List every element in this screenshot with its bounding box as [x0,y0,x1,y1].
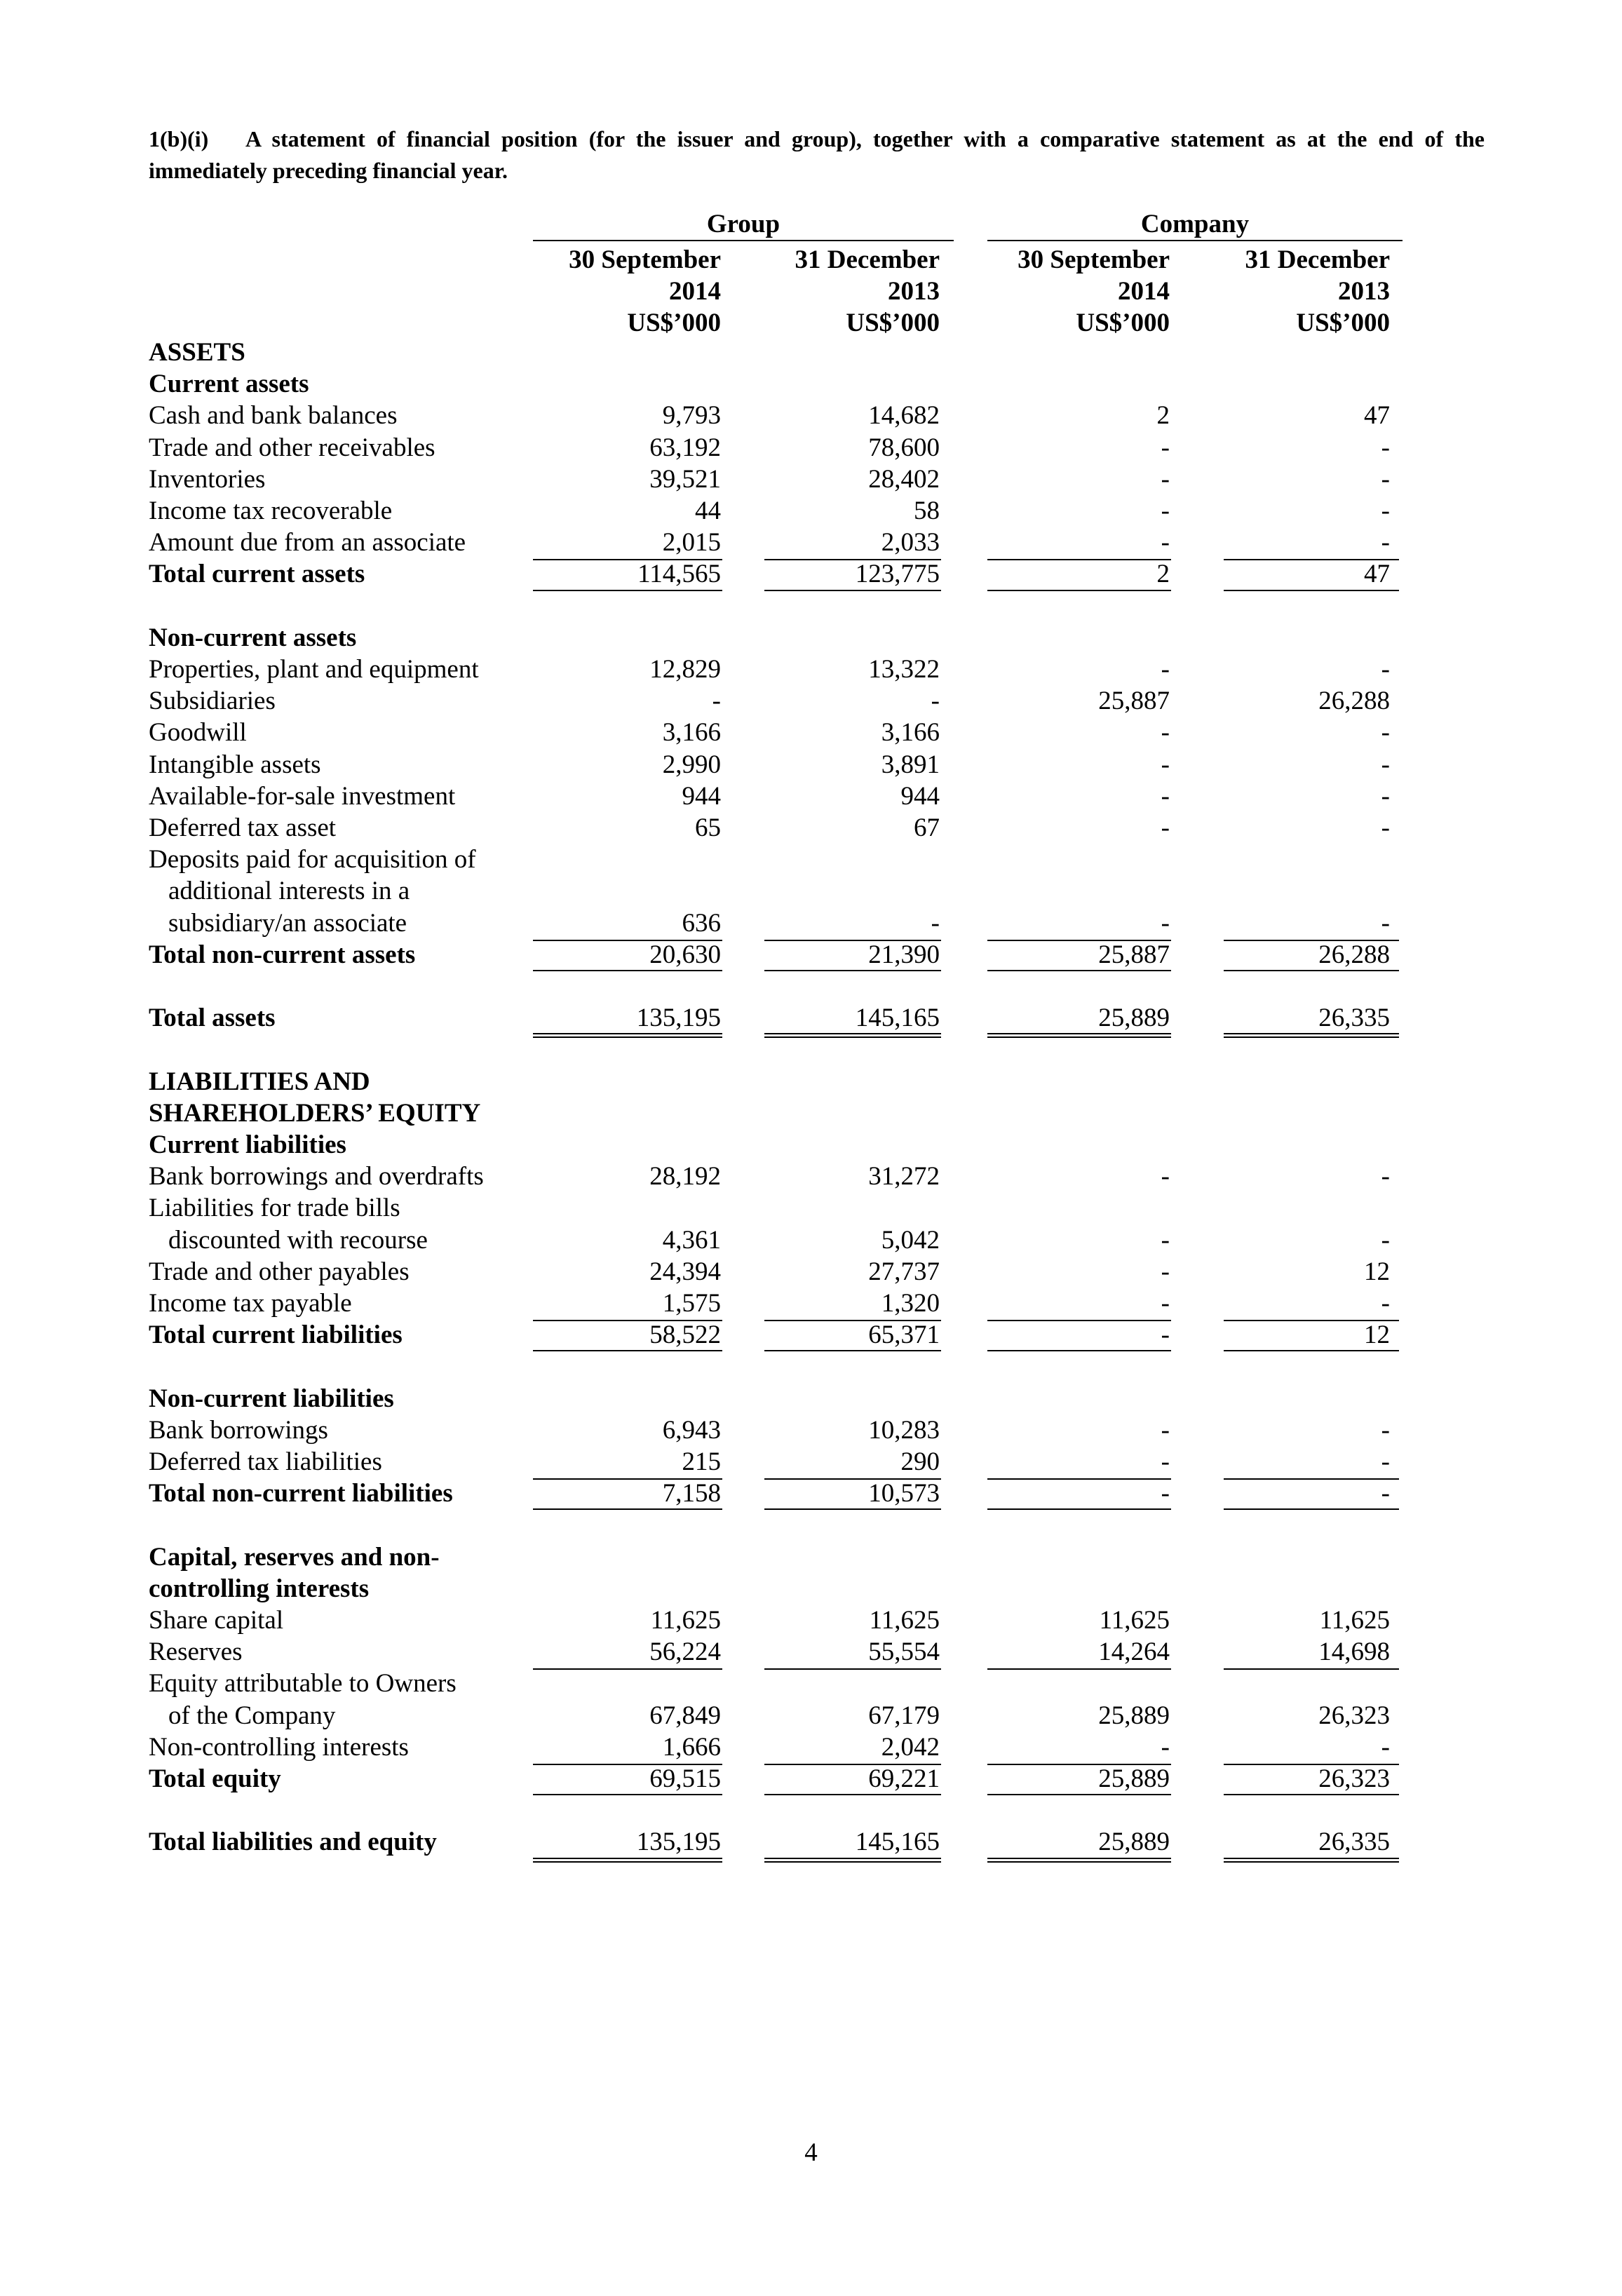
subtotal-rule-above [987,940,1171,941]
total-double-rule [1224,1858,1399,1863]
cell-company-dec2013: 26,335 [1318,1004,1390,1033]
cell-group-sep2014: 135,195 [636,1828,721,1857]
row-label: Trade and other receivables [149,433,435,462]
column-header-group-sep2014: 30 September 2014 US$’000 [569,245,721,337]
row-label: Non-controlling interests [149,1732,409,1762]
section-heading [149,123,1485,187]
cell-group-dec2013: 123,775 [855,560,940,589]
cell-company-sep2014: - [1161,433,1170,462]
subtotal-rule-above [764,1764,941,1765]
row-label: Inventories [149,464,266,494]
cell-group-dec2013: 1,320 [881,1289,940,1318]
subtotal-rule-above [1224,1764,1399,1765]
table-row [0,685,1622,717]
table-row [0,907,1622,939]
row-label: controlling interests [149,1574,370,1603]
cell-company-sep2014: 14,264 [1098,1637,1170,1667]
row-label: Total assets [149,1004,276,1033]
cell-group-dec2013: 67 [914,813,940,842]
subtotal-rule-above [987,559,1171,560]
cell-company-sep2014: 25,889 [1098,1828,1170,1857]
table-row [0,1034,1622,1065]
cell-group-sep2014: 6,943 [662,1415,721,1445]
cell-company-dec2013: - [1381,1732,1390,1762]
cell-company-dec2013: - [1381,1225,1390,1255]
cell-company-dec2013: 47 [1364,401,1390,431]
cell-group-sep2014: 12,829 [649,655,721,684]
table-row [0,1826,1622,1858]
cell-group-dec2013: 14,682 [868,401,940,431]
cell-company-sep2014: 25,889 [1098,1764,1170,1793]
cell-group-dec2013: 3,166 [881,718,940,748]
cell-group-sep2014: 1,666 [662,1732,721,1762]
row-label: Amount due from an associate [149,528,466,558]
cell-group-dec2013: 10,573 [868,1479,940,1508]
cell-company-sep2014: - [1161,718,1170,748]
subtotal-rule-above [987,1320,1171,1321]
row-label: SHAREHOLDERS’ EQUITY [149,1098,481,1128]
cell-company-dec2013: - [1381,718,1390,748]
column-header-company-dec2013: 31 December 2013 US$’000 [1245,245,1390,337]
cell-group-dec2013: 290 [900,1447,940,1476]
cell-group-sep2014: 9,793 [662,401,721,431]
table-row [0,1636,1622,1668]
cell-group-sep2014: 2,015 [662,528,721,558]
row-label: Intangible assets [149,750,321,779]
total-double-rule [764,1858,941,1863]
cell-group-dec2013: 58 [914,497,940,525]
cell-group-dec2013: 11,625 [869,1606,940,1635]
total-double-rule [987,1858,1171,1863]
cell-group-dec2013: 944 [900,781,940,811]
row-label: Subsidiaries [149,687,276,716]
subtotal-rule-above [1224,940,1399,941]
row-label: Total equity [149,1764,281,1793]
subtotal-rule-above [764,1320,941,1321]
cell-company-dec2013: - [1381,813,1390,842]
table-row [0,1351,1622,1382]
subtotal-rule-above [1224,1668,1399,1670]
cell-company-dec2013: - [1381,497,1390,525]
table-row [0,1573,1622,1605]
row-label: Current assets [149,370,309,399]
cell-company-sep2014: - [1161,1162,1170,1191]
row-label: subsidiary/an associate [168,908,407,938]
cell-company-sep2014: - [1161,1479,1170,1508]
row-label: Share capital [149,1606,284,1635]
cell-group-sep2014: 39,521 [649,464,721,494]
cell-group-sep2014: 20,630 [649,940,721,969]
table-row [0,1319,1622,1351]
cell-company-sep2014: 25,887 [1098,940,1170,969]
cell-group-sep2014: - [712,687,721,716]
row-label: Deferred tax liabilities [149,1447,382,1476]
cell-company-dec2013: - [1381,781,1390,811]
cell-company-sep2014: - [1161,1225,1170,1255]
subtotal-rule-above [764,559,941,560]
page-number: 4 [804,2138,818,2167]
column-header-group-dec2013: 31 December 2013 US$’000 [795,245,940,337]
cell-group-dec2013: 5,042 [881,1225,940,1255]
subtotal-rule-above [764,1478,941,1480]
section-number: 1(b)(i) [149,126,209,151]
cell-company-sep2014: 25,889 [1098,1004,1170,1033]
row-label: ASSETS [149,338,245,367]
cell-company-sep2014: 25,887 [1098,687,1170,716]
table-row [0,875,1622,907]
cell-company-dec2013: 26,323 [1318,1701,1390,1730]
row-label: Non-current assets [149,623,357,652]
row-label: Bank borrowings and overdrafts [149,1162,484,1191]
cell-company-sep2014: - [1161,528,1170,558]
cell-group-dec2013: - [931,908,940,938]
table-row [0,654,1622,685]
table-row [0,527,1622,558]
cell-group-sep2014: 215 [682,1447,721,1476]
cell-company-dec2013: 26,288 [1318,687,1390,716]
cell-group-sep2014: 44 [695,497,721,525]
cell-company-sep2014: 25,889 [1098,1701,1170,1730]
table-row [0,1383,1622,1414]
cell-group-dec2013: 145,165 [855,1828,940,1857]
cell-group-dec2013: 27,737 [868,1257,940,1286]
table-row [0,1002,1622,1034]
cell-group-sep2014: 63,192 [649,433,721,462]
column-header-company-sep2014: 30 September 2014 US$’000 [1018,245,1170,337]
table-row [0,1509,1622,1541]
cell-group-dec2013: 65,371 [868,1321,940,1350]
section-title: A statement of financial position (for the issuer and group), together with a comparative statement as at the end of the immediately preceding financial year. [149,126,1485,183]
row-label: Trade and other payables [149,1257,410,1286]
cell-group-dec2013: 28,402 [868,464,940,494]
cell-company-dec2013: 26,335 [1318,1828,1390,1857]
table-row [0,495,1622,527]
subtotal-rule-above [533,1478,722,1480]
table-row [0,1605,1622,1636]
cell-group-sep2014: 67,849 [649,1701,721,1730]
row-label: Non-current liabilities [149,1384,394,1413]
subtotal-rule-above [1224,1478,1399,1480]
cell-company-dec2013: 12 [1364,1321,1390,1350]
table-row [0,337,1622,368]
cell-company-sep2014: - [1161,781,1170,811]
table-row [0,1192,1622,1224]
table-row [0,1478,1622,1509]
table-row [0,1446,1622,1478]
cell-company-dec2013: - [1381,908,1390,938]
cell-group-dec2013: - [931,687,940,716]
table-row [0,844,1622,875]
cell-group-sep2014: 56,224 [649,1637,721,1667]
row-label: Available-for-sale investment [149,781,456,811]
subtotal-rule-above [764,1668,941,1670]
table-row [0,717,1622,748]
row-label: Income tax recoverable [149,497,393,525]
row-label: Deposits paid for acquisition of [149,845,476,874]
cell-group-sep2014: 636 [682,908,721,938]
cell-company-sep2014: - [1161,1447,1170,1476]
table-row [0,1161,1622,1192]
cell-group-dec2013: 2,042 [881,1732,940,1762]
cell-group-dec2013: 2,033 [881,528,940,558]
subtotal-rule-above [1224,1320,1399,1321]
row-label: Cash and bank balances [149,401,398,431]
subtotal-rule-above [987,1668,1171,1670]
cell-company-dec2013: - [1381,464,1390,494]
cell-group-sep2014: 69,515 [649,1764,721,1793]
table-row [0,558,1622,590]
table-row [0,749,1622,781]
cell-company-sep2014: - [1161,1257,1170,1286]
cell-company-dec2013: 14,698 [1318,1637,1390,1667]
cell-group-dec2013: 13,322 [868,655,940,684]
cell-company-dec2013: 11,625 [1319,1606,1390,1635]
cell-group-dec2013: 31,272 [868,1162,940,1191]
row-label: Liabilities for trade bills [149,1194,400,1223]
table-row [0,1795,1622,1826]
subtotal-rule-above [764,940,941,941]
subtotal-rule-above [987,1764,1171,1765]
cell-group-sep2014: 3,166 [662,718,721,748]
cell-group-dec2013: 55,554 [868,1637,940,1667]
cell-group-sep2014: 4,361 [662,1225,721,1255]
row-label: Total non-current assets [149,940,416,969]
cell-group-dec2013: 67,179 [868,1701,940,1730]
cell-company-dec2013: 26,323 [1318,1764,1390,1793]
table-row [0,1224,1622,1256]
cell-company-sep2014: - [1161,1732,1170,1762]
company-header: Company [987,210,1403,241]
cell-group-sep2014: 28,192 [649,1162,721,1191]
subtotal-rule-above [533,940,722,941]
row-label: Total liabilities and equity [149,1828,437,1857]
cell-company-dec2013: - [1381,1289,1390,1318]
cell-group-dec2013: 145,165 [855,1004,940,1033]
table-row [0,971,1622,1002]
table-row [0,622,1622,654]
cell-group-dec2013: 10,283 [868,1415,940,1445]
cell-company-dec2013: 26,288 [1318,940,1390,969]
table-row [0,432,1622,464]
cell-company-dec2013: - [1381,1447,1390,1476]
cell-group-sep2014: 2,990 [662,750,721,779]
row-label: additional interests in a [168,877,410,906]
cell-company-sep2014: - [1161,497,1170,525]
cell-company-dec2013: 47 [1364,560,1390,589]
cell-group-sep2014: 944 [682,781,721,811]
subtotal-rule-above [533,1764,722,1765]
cell-company-dec2013: - [1381,1479,1390,1508]
row-label: Equity attributable to Owners [149,1669,457,1699]
table-row [0,1066,1622,1098]
table-row [0,464,1622,495]
table-row [0,1414,1622,1446]
table-row [0,1288,1622,1319]
cell-group-sep2014: 58,522 [649,1321,721,1350]
cell-company-dec2013: - [1381,433,1390,462]
row-label: Total non-current liabilities [149,1479,453,1508]
row-label: LIABILITIES AND [149,1067,370,1096]
table-row [0,400,1622,431]
row-label: Total current assets [149,560,365,589]
total-double-rule [533,1858,722,1863]
cell-company-sep2014: 11,625 [1099,1606,1170,1635]
cell-company-dec2013: - [1381,1162,1390,1191]
cell-company-sep2014: - [1161,813,1170,842]
cell-company-sep2014: - [1161,1289,1170,1318]
row-label: Current liabilities [149,1130,346,1159]
cell-company-dec2013: - [1381,750,1390,779]
row-label: Bank borrowings [149,1415,328,1445]
cell-company-dec2013: - [1381,528,1390,558]
cell-company-sep2014: - [1161,1415,1170,1445]
table-row [0,1668,1622,1699]
table-row [0,1129,1622,1161]
table-row [0,1763,1622,1795]
table-row [0,1541,1622,1573]
cell-group-sep2014: 65 [695,813,721,842]
cell-company-sep2014: 2 [1156,560,1170,589]
cell-group-dec2013: 21,390 [868,940,940,969]
cell-company-dec2013: - [1381,655,1390,684]
subtotal-rule-above [533,1668,722,1670]
table-row [0,1731,1622,1763]
cell-company-dec2013: 12 [1364,1257,1390,1286]
subtotal-rule-above [533,1320,722,1321]
cell-group-dec2013: 69,221 [868,1764,940,1793]
cell-group-sep2014: 135,195 [636,1004,721,1033]
table-row [0,812,1622,844]
cell-company-dec2013: - [1381,1415,1390,1445]
cell-group-sep2014: 7,158 [662,1479,721,1508]
cell-group-dec2013: 78,600 [868,433,940,462]
table-row [0,1256,1622,1288]
group-header: Group [533,210,954,241]
row-label: Total current liabilities [149,1321,403,1350]
row-label: Properties, plant and equipment [149,655,479,684]
cell-company-sep2014: - [1161,655,1170,684]
cell-company-sep2014: - [1161,1321,1170,1350]
subtotal-rule-above [533,559,722,560]
cell-group-sep2014: 11,625 [650,1606,721,1635]
table-row [0,781,1622,812]
table-row [0,1700,1622,1731]
cell-group-dec2013: 3,891 [881,750,940,779]
row-label: of the Company [168,1701,336,1730]
cell-company-sep2014: - [1161,750,1170,779]
table-row [0,368,1622,400]
table-row [0,939,1622,971]
row-label: Income tax payable [149,1289,352,1318]
subtotal-rule-above [1224,559,1399,560]
row-label: discounted with recourse [168,1225,428,1255]
cell-group-sep2014: 24,394 [649,1257,721,1286]
cell-company-sep2014: - [1161,464,1170,494]
cell-company-sep2014: - [1161,908,1170,938]
row-label: Goodwill [149,718,247,748]
subtotal-rule-above [987,1478,1171,1480]
row-label: Capital, reserves and non- [149,1542,440,1572]
table-row [0,590,1622,622]
row-label: Deferred tax asset [149,813,337,842]
cell-company-sep2014: 2 [1156,401,1170,431]
cell-group-sep2014: 114,565 [637,560,721,589]
cell-group-sep2014: 1,575 [662,1289,721,1318]
table-row [0,1098,1622,1129]
row-label: Reserves [149,1637,243,1667]
